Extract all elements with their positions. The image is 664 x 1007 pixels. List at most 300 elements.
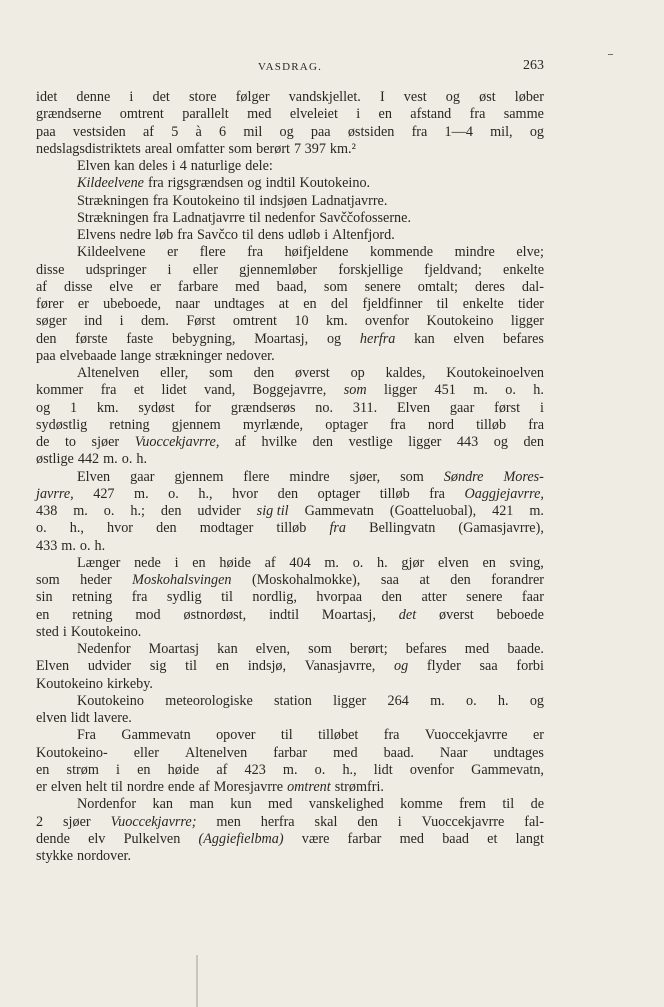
word: senere	[466, 589, 503, 606]
text-line	[36, 124, 544, 141]
word: elveleiet	[289, 106, 338, 123]
text-line	[36, 745, 544, 762]
word: sydøst	[138, 399, 175, 416]
place-name: Vuoccekjavrre,	[134, 434, 220, 450]
text-line	[36, 624, 544, 641]
word: af	[216, 761, 228, 778]
word: fra	[247, 244, 264, 261]
word: den	[36, 330, 57, 347]
word: en	[137, 761, 151, 778]
place-name: sig til	[256, 503, 289, 519]
word: fra	[390, 416, 406, 433]
word: strøm	[66, 761, 99, 778]
word: fjeldfinner	[362, 296, 423, 312]
word: o.	[79, 537, 91, 554]
word: fra	[131, 589, 148, 606]
word: ind	[84, 313, 103, 330]
word: Bellingvatn	[369, 520, 436, 537]
word: høide	[167, 761, 200, 778]
word: Ladnatjavrre.	[311, 192, 388, 209]
word: indtil	[269, 606, 300, 623]
word: o.	[103, 503, 115, 519]
word: til	[502, 796, 515, 813]
page-number: 263	[523, 58, 544, 73]
word: farbare	[178, 278, 219, 295]
word: modtager	[199, 520, 254, 537]
word: er	[77, 296, 89, 312]
text-line	[36, 331, 544, 348]
word: (Goatteluobal),	[389, 503, 477, 519]
word: øverst	[295, 365, 330, 381]
word: Moartasj	[148, 641, 200, 657]
word: sjøer	[63, 813, 91, 830]
word: 1	[70, 399, 78, 416]
word: h.;	[130, 503, 145, 519]
word: udvider	[87, 658, 132, 675]
word: m.	[134, 485, 149, 502]
word: del	[330, 296, 349, 312]
word: indsjøen	[259, 192, 308, 209]
word: tilløb	[276, 520, 307, 537]
word: km.	[96, 399, 119, 416]
word: mindre	[454, 244, 495, 261]
word: en	[36, 761, 50, 778]
word: øverst	[439, 606, 474, 623]
place-name: herfra	[359, 330, 396, 347]
word: km.	[325, 313, 348, 330]
word: Koutokeino.	[299, 175, 371, 192]
place-name: Oaggjejavrre,	[464, 485, 544, 502]
word: i	[62, 623, 67, 640]
word: i	[324, 227, 329, 243]
word: omtrent	[119, 106, 164, 123]
word: m.	[61, 537, 76, 554]
word: fører	[36, 296, 64, 312]
word: areal	[144, 140, 173, 157]
text-line	[36, 831, 544, 848]
word: i	[174, 554, 179, 571]
word: kun	[230, 796, 252, 813]
word: sydlig	[166, 589, 202, 606]
word: i	[119, 313, 124, 330]
word: paa	[36, 347, 56, 364]
word: fra	[429, 485, 445, 502]
word: Nordenfor	[77, 796, 137, 813]
word: 427	[93, 485, 115, 502]
word: med	[268, 796, 293, 813]
word: en	[482, 554, 496, 571]
word: med	[235, 278, 260, 295]
place-name: Kildeelvene	[77, 175, 144, 192]
word: af	[198, 779, 210, 795]
word: tilløb	[379, 485, 410, 502]
text-line	[36, 814, 544, 831]
word: udvider	[197, 503, 241, 519]
word: elven	[36, 710, 67, 726]
text-line	[36, 262, 544, 279]
word: Først	[186, 313, 216, 330]
word: h.	[533, 382, 544, 399]
word: elven	[51, 779, 82, 795]
word: er	[167, 244, 179, 261]
word: m.	[324, 554, 339, 571]
word: Gammevatn,	[471, 761, 544, 778]
word: Koutokeino-	[36, 744, 108, 761]
word: langt	[515, 830, 544, 847]
text-line	[36, 779, 544, 796]
word: indtil	[265, 175, 296, 192]
word: kommende	[369, 244, 434, 261]
word: at	[419, 572, 430, 588]
word: fra	[147, 175, 164, 192]
word: en	[36, 606, 50, 623]
word: en	[378, 106, 392, 123]
word: baad	[442, 830, 469, 847]
word: Ladnatjavrre	[172, 209, 245, 226]
word: i	[116, 761, 120, 778]
text-line	[36, 296, 544, 313]
word: gjennemløber	[239, 261, 318, 278]
word: sydøstlig	[36, 416, 88, 433]
word: med	[464, 641, 490, 657]
page-header	[36, 58, 544, 78]
text-line	[36, 158, 544, 175]
text-line	[36, 555, 544, 572]
word: heder	[80, 572, 112, 588]
word: forandrer	[491, 572, 544, 588]
word: tilløb	[476, 416, 507, 433]
word: senere	[364, 278, 401, 295]
word: fra	[383, 727, 400, 744]
place-name: Søndre	[443, 468, 484, 485]
word: den	[156, 520, 177, 537]
word: omfatter	[176, 140, 225, 157]
word: ovenfor	[409, 761, 454, 778]
page-fold-shadow	[196, 955, 198, 1007]
word: 10	[294, 313, 309, 330]
word: den	[381, 589, 403, 606]
text-line	[36, 486, 544, 503]
word: nordre	[126, 779, 164, 795]
place-name: omtrent	[287, 779, 331, 795]
word: først	[494, 399, 521, 416]
text-line	[36, 141, 544, 158]
word: Strækningen	[77, 209, 149, 226]
word: er	[532, 727, 544, 744]
word: opover	[216, 727, 256, 744]
word: forbi	[516, 658, 544, 675]
text-line	[36, 641, 544, 658]
word: baad,	[276, 278, 307, 295]
body-text	[36, 89, 544, 865]
text-line	[36, 106, 544, 123]
word: et	[133, 382, 145, 399]
place-name: det	[398, 606, 417, 623]
word: deres	[474, 278, 505, 295]
word: Kildeelvene	[77, 244, 146, 261]
word: deles	[138, 158, 168, 174]
word: det	[152, 89, 170, 105]
place-name: Vuoccekjavrre;	[110, 813, 197, 830]
word: i	[356, 106, 361, 123]
word: til	[242, 227, 254, 243]
word: Altenelven	[184, 744, 248, 761]
word: nede	[134, 554, 161, 571]
word: Vuoccekjavrre	[421, 813, 505, 830]
word: nedre	[119, 227, 152, 243]
text-line	[36, 210, 544, 227]
place-name: og	[394, 658, 409, 675]
word: mindre	[289, 468, 330, 485]
text-line	[36, 382, 544, 399]
word: no.	[315, 399, 334, 416]
word: indsjø,	[247, 658, 287, 675]
word: bebygning,	[171, 330, 236, 347]
word: den	[450, 572, 471, 588]
word: hvilke	[261, 434, 297, 450]
word: Pulkelven	[123, 830, 181, 847]
word: beboede	[496, 606, 544, 623]
word: fra	[177, 227, 194, 243]
place-name: Moskohalsvingen	[132, 572, 232, 588]
word: h.	[136, 451, 147, 468]
word: Moartasj,	[321, 606, 376, 623]
word: saa	[479, 658, 498, 675]
word: ligger	[333, 692, 367, 709]
word: kan	[414, 330, 435, 347]
text-line	[36, 727, 544, 744]
word: ubeboede,	[103, 296, 162, 312]
word: Altenelven	[77, 365, 140, 381]
word: dal-	[521, 278, 544, 295]
word: som	[36, 572, 60, 588]
word: ende	[167, 779, 195, 795]
word: baade.	[507, 641, 544, 657]
word: den	[277, 485, 299, 502]
word: og	[529, 123, 544, 140]
text-line	[36, 175, 544, 192]
word: udspringer	[85, 261, 147, 278]
word: til	[111, 779, 123, 795]
word: Koutokeino	[36, 675, 103, 692]
word: og	[279, 123, 294, 140]
word: berørt	[256, 140, 290, 157]
word: Koutokeinoelven	[446, 365, 544, 381]
text-line	[36, 244, 544, 261]
word: som	[400, 468, 424, 485]
word: eller,	[160, 365, 189, 381]
word: idet	[36, 89, 58, 105]
word: man	[189, 796, 214, 813]
word: med	[333, 744, 358, 761]
word: den	[357, 813, 378, 830]
word: nordlig,	[252, 589, 297, 606]
word: farbar	[347, 830, 382, 847]
word: frem	[459, 796, 486, 813]
word: Altenfjord.	[332, 227, 395, 243]
word: Elvens	[77, 227, 116, 243]
word: lidet	[161, 382, 187, 399]
word: flere	[243, 468, 270, 485]
word: elven	[453, 330, 485, 347]
word: dens	[257, 227, 284, 243]
word: Koutokeino	[77, 692, 144, 709]
place-name: Mores-	[503, 468, 544, 485]
word: eller	[133, 744, 159, 761]
word: 433	[36, 537, 58, 554]
word: 1—4	[444, 123, 473, 140]
word: en	[215, 658, 230, 675]
word: flere	[199, 244, 226, 261]
text-line	[36, 796, 544, 813]
margin-mark	[608, 54, 613, 55]
word: som	[308, 641, 332, 657]
word: Fra	[77, 727, 96, 744]
word: af	[142, 123, 154, 140]
word: meteorologiske	[165, 692, 253, 709]
word: at	[278, 296, 289, 312]
word: lange	[120, 347, 152, 364]
word: lidt	[70, 710, 90, 726]
word: elven,	[255, 641, 291, 657]
word: h.,	[69, 520, 84, 537]
word: fra	[528, 416, 544, 433]
word: h.	[377, 554, 388, 571]
text-line	[36, 227, 544, 244]
word: vandskjellet.	[288, 89, 361, 105]
word: Elven	[77, 158, 111, 174]
text-line	[36, 348, 544, 365]
text-line	[36, 572, 544, 589]
word: enkelte	[503, 261, 544, 278]
word: gjennem	[171, 416, 221, 433]
word: lidt	[373, 761, 393, 778]
word: lavere.	[93, 710, 132, 726]
word: i	[129, 89, 134, 105]
word: østlige	[36, 451, 74, 468]
text-line	[36, 313, 544, 330]
word: vestsiden	[72, 123, 126, 140]
word: Koutokeino.	[70, 623, 142, 640]
place-name: javrre,	[36, 485, 74, 502]
word: høide	[219, 554, 251, 571]
word: strækninger	[155, 347, 223, 364]
word: o.	[352, 554, 364, 571]
word: disse	[36, 261, 65, 278]
word: strømfri.	[334, 779, 384, 795]
word: 438	[36, 503, 58, 519]
word: vestlige	[348, 434, 393, 450]
word: sving,	[509, 554, 544, 571]
word: 423	[244, 761, 266, 778]
word: fra	[411, 123, 428, 140]
word: saa	[380, 572, 399, 588]
word: men	[216, 813, 241, 830]
word: Savčco	[197, 227, 239, 243]
word: paa	[310, 123, 331, 140]
word: fjeldvand;	[424, 261, 482, 278]
word: (Gamasjavrre),	[458, 520, 544, 537]
word: vand,	[204, 382, 236, 399]
word: og	[529, 692, 544, 709]
word: omtalt;	[417, 278, 458, 295]
word: følger	[235, 89, 270, 105]
word: en	[303, 296, 317, 312]
word: nord	[427, 416, 454, 433]
word: ligger	[510, 313, 544, 330]
word: station	[274, 692, 312, 709]
word: hvor	[232, 485, 259, 502]
word: elven	[437, 554, 469, 571]
text-line	[36, 658, 544, 675]
place-name: som	[343, 382, 367, 399]
word: dele:	[245, 158, 273, 174]
word: forskjellige	[338, 261, 404, 278]
word: naturlige	[190, 158, 242, 174]
word: o.	[505, 382, 516, 399]
word: fal-	[524, 813, 544, 830]
word: den	[253, 365, 275, 381]
word: 443	[456, 434, 479, 450]
word: faar	[521, 589, 544, 606]
word: 6	[219, 123, 227, 140]
word: sin	[36, 589, 53, 606]
word: nordover.	[77, 848, 132, 864]
word: Elven	[77, 468, 111, 485]
word: m.	[529, 503, 544, 519]
word: m.	[473, 382, 488, 399]
word: med	[399, 830, 425, 847]
word: o.	[314, 761, 326, 778]
word: atter	[421, 589, 447, 606]
word: stykke	[36, 848, 74, 864]
word: kirkeby.	[107, 675, 153, 692]
word: m.	[430, 692, 445, 709]
word: for	[194, 399, 212, 416]
word: Vanasjavrre,	[304, 658, 376, 675]
word: østnordøst,	[183, 606, 247, 623]
word: de	[530, 796, 544, 813]
word: sjøer,	[349, 468, 381, 485]
word: skal	[314, 813, 338, 830]
word: mil,	[490, 123, 513, 140]
word: o.	[121, 451, 133, 468]
word: km.²	[329, 140, 356, 157]
word: faste	[126, 330, 154, 347]
word: 264	[387, 692, 409, 709]
word: til	[243, 192, 256, 209]
word: omtrent	[232, 313, 277, 330]
word: 4	[179, 158, 187, 174]
word: farbar	[273, 744, 308, 761]
word: baad.	[383, 744, 414, 761]
word: I	[379, 89, 385, 105]
word: tilløbet	[318, 727, 359, 744]
word: er	[36, 779, 48, 795]
word: kan	[152, 796, 174, 813]
word: udløb	[287, 227, 321, 243]
word: store	[188, 89, 217, 105]
text-line	[36, 848, 544, 865]
word: til	[280, 727, 293, 744]
place-name: fra	[329, 520, 347, 537]
word: fra	[469, 106, 486, 123]
word: er	[150, 278, 162, 295]
word: kan	[217, 641, 238, 657]
word: parallelt	[182, 106, 229, 123]
word: paa	[36, 123, 56, 140]
text-line	[36, 89, 544, 106]
